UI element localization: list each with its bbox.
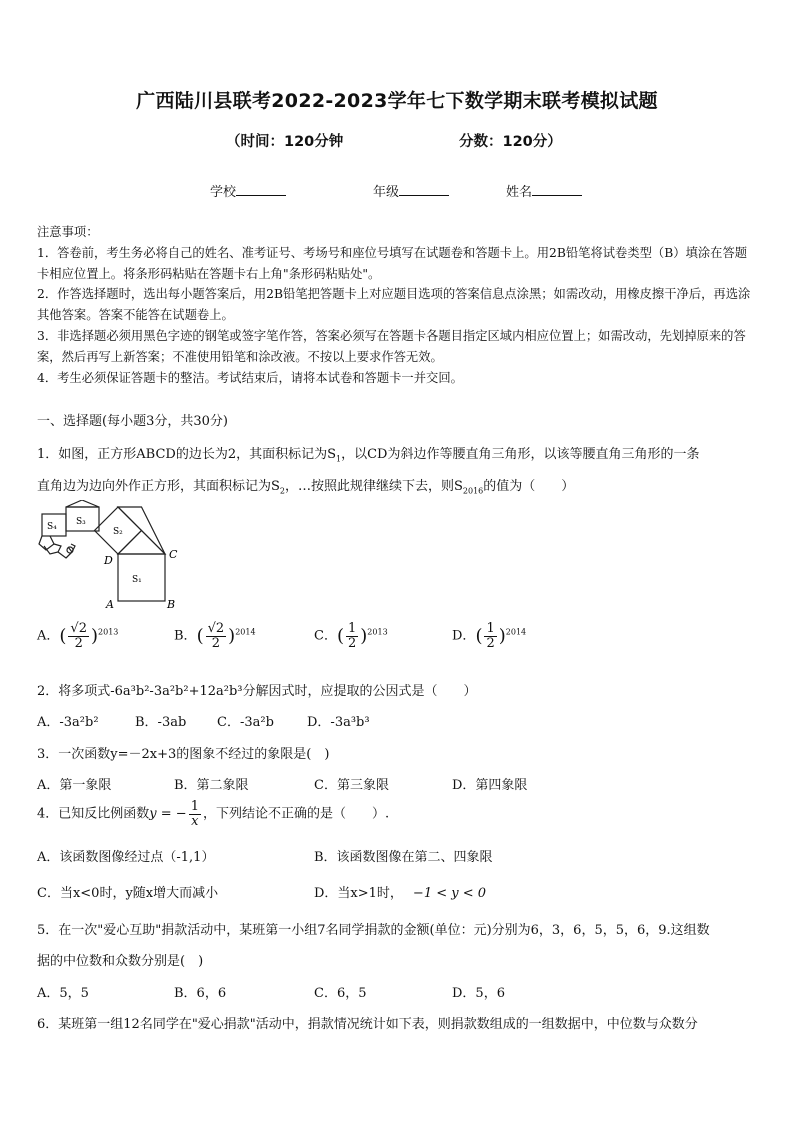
q1-option-a[interactable]: A．( $\frac{√2}{2}$ )$^{2013}$: [37, 621, 119, 651]
q3-option-c[interactable]: C．第三象限: [314, 778, 389, 793]
fig-label-b: B: [167, 598, 176, 611]
q6-line1: 6．某班第一组12名同学在"爱心捐款"活动中，捐款情况统计如下表，则捐款数组成的一组数据中，中位数与众数分: [37, 1017, 698, 1032]
q2-stem: 2．将多项式-6a³b²-3a²b²+12a²b³分解因式时，应提取的公因式是（ ）: [37, 684, 477, 699]
q1-option-c[interactable]: C．( $\frac{1}{2}$ )$^{2013}$: [314, 621, 388, 651]
note-item: 4．考生必须保证答题卡的整洁。考试结束后，请将本试卷和答题卡一并交回。: [37, 370, 463, 385]
q4-option-a[interactable]: A．该函数图像经过点（-1,1）: [37, 850, 215, 865]
note-item: 2．作答选择题时，选出每小题答案后，用2B铅笔把答题卡上对应题目选项的答案信息点涂黑；如需改动，用橡皮擦干净后，再选涂其他答案。答案不能答在试题卷上。: [37, 287, 751, 323]
q2-option-a[interactable]: A．-3a²b²: [37, 715, 99, 730]
fig-label-s1: S₁: [132, 575, 142, 585]
q5-option-d[interactable]: D．5，6: [452, 986, 505, 1001]
q4-stem: 4．已知反比例函数y = − $\frac{1}{x}$ ，下列结论不正确的是（ ）.: [37, 799, 390, 829]
q3-option-b[interactable]: B．第二象限: [174, 778, 249, 793]
notes-heading: 注意事项：: [37, 225, 99, 239]
name-field: 姓名: [506, 181, 582, 200]
fig-label-s2: S₂: [113, 527, 123, 537]
fig-label-d: D: [104, 554, 113, 567]
q3-option-a[interactable]: A．第一象限: [37, 778, 112, 793]
q5-option-c[interactable]: C．6，5: [314, 986, 367, 1001]
fig-label-a: A: [106, 598, 114, 611]
note-item: 3．非选择题必须用黑色字迹的钢笔或签字笔作答，答案必须写在答题卡各题目指定区域内相应位置上；如需改动，先划掉原来的答案，然后再写上新答案；不准使用铅笔和涂改液。不按以上要求作答无效。: [37, 328, 746, 364]
q1-square-spiral-figure: [30, 500, 190, 615]
school-field: 学校: [210, 181, 286, 200]
score-label: 分数：120分）: [459, 134, 562, 150]
q5-line1: 5．在一次"爱心互助"捐款活动中，某班第一小组7名同学捐款的金额(单位：元)分别为6，3，6，5，5，6，9.这组数: [37, 923, 710, 938]
fig-label-s3: S₃: [76, 517, 86, 527]
section-heading: 一、选择题(每小题3分，共30分): [37, 414, 228, 429]
q5-option-a[interactable]: A．5，5: [37, 986, 89, 1001]
q4-option-d[interactable]: D．当x>1时， −1 < y < 0: [314, 886, 487, 901]
q2-option-c[interactable]: C．-3a²b: [217, 715, 274, 730]
q3-option-d[interactable]: D．第四象限: [452, 778, 528, 793]
q2-option-d[interactable]: D．-3a³b³: [307, 715, 370, 730]
grade-field: 年级: [373, 181, 449, 200]
q4-option-c[interactable]: C．当x<0时，y随x增大而减小: [37, 886, 219, 901]
note-item: 1．答卷前，考生务必将自己的姓名、准考证号、考场号和座位号填写在试题卷和答题卡上。用2B铅笔将试卷类型（B）填涂在答题卡相应位置上。将条形码粘贴在答题卡右上角"条形码粘贴处"。: [37, 245, 748, 281]
notes-block: [37, 222, 759, 388]
exam-title: 广西陆川县联考2022-2023学年七下数学期末联考模拟试题: [136, 90, 658, 112]
q5-option-b[interactable]: B．6，6: [174, 986, 227, 1001]
q1-option-b[interactable]: B．( $\frac{√2}{2}$ )$^{2014}$: [174, 621, 256, 651]
q1-line1: 1．如图，正方形ABCD的边长为2，其面积标记为$S_1$，以CD为斜边作等腰直角三角形，以该等腰直角三角形的一条: [37, 447, 700, 464]
fig-label-s4: S₄: [47, 522, 57, 532]
q1-line2: 直角边为边向外作正方形，其面积标记为$S_2$，…按照此规律继续下去，则$S_{2016}$的值为（ ）: [37, 479, 575, 496]
q1-option-d[interactable]: D．( $\frac{1}{2}$ )$^{2014}$: [452, 621, 527, 651]
fig-label-c: C: [169, 548, 178, 561]
q5-line2: 据的中位数和众数分别是( ): [37, 954, 204, 969]
time-label: （时间：120分钟: [226, 134, 344, 150]
q2-option-b[interactable]: B．-3ab: [135, 715, 187, 730]
q4-option-b[interactable]: B．该函数图像在第二、四象限: [314, 850, 493, 865]
q3-stem: 3．一次函数y=－2x+3的图象不经过的象限是( ): [37, 747, 330, 762]
